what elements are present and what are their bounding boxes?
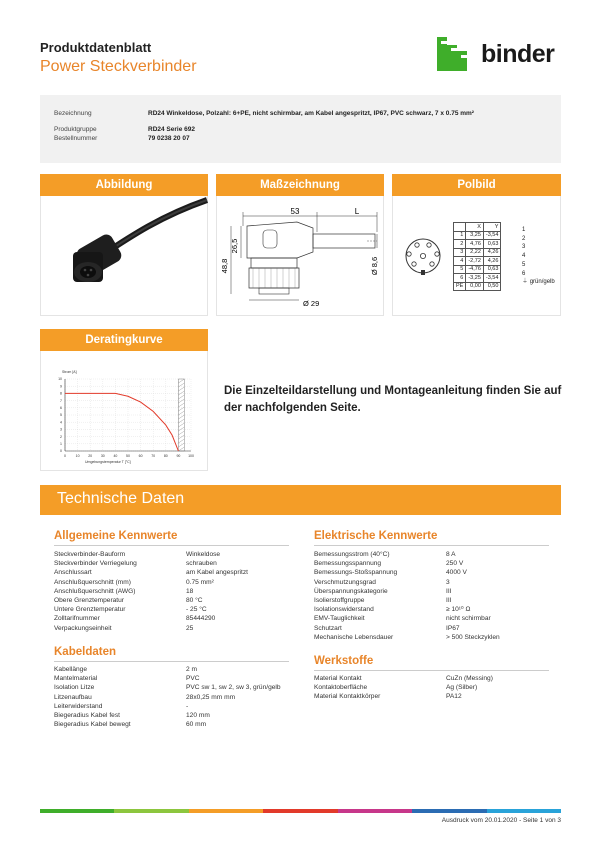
y-tick-label: 0 <box>60 449 62 454</box>
tech-data-title: Technische Daten <box>57 490 185 507</box>
spec-list-werkstoffe <box>314 674 554 702</box>
spec-key: Steckverbinder-Bauform <box>54 551 126 558</box>
spec-key: Anschlussart <box>54 569 92 577</box>
logo-text: binder <box>481 39 555 68</box>
limit-hatch <box>178 391 184 395</box>
limit-hatch <box>178 439 184 443</box>
limit-hatch <box>178 403 184 407</box>
section-masszeichnung: Maßzeichnung <box>216 174 384 196</box>
spec-row <box>54 683 294 692</box>
spec-key: Material Kontaktkörper <box>314 693 381 701</box>
limit-hatch <box>178 379 184 383</box>
limit-hatch <box>178 423 184 427</box>
spec-value: IP67 <box>446 624 460 632</box>
table-cell: 5 <box>454 265 466 274</box>
dim-top-left: 53 <box>290 207 300 216</box>
ground-icon: ⏚ <box>522 279 529 286</box>
table-cell: 2,22 <box>466 248 484 257</box>
spec-row <box>314 674 554 683</box>
divider <box>54 545 289 546</box>
product-info-box <box>40 95 561 163</box>
spec-value: 28x0,25 mm mm <box>186 693 236 701</box>
spec-list-elektrisch <box>314 550 554 642</box>
wire-number: 2 <box>522 235 526 242</box>
table-cell: 1 <box>454 231 466 240</box>
y-tick-label: 6 <box>60 406 62 410</box>
spec-key: Mechanische Lebensdauer <box>314 633 394 641</box>
table-cell: 0,63 <box>483 265 501 274</box>
spec-key: Bemessungsstrom (40°C) <box>314 551 390 558</box>
dim-height: 26,5 <box>230 238 239 254</box>
table-row <box>454 257 501 266</box>
wire-pe-label: grün/gelb <box>529 279 555 286</box>
spec-row <box>314 624 554 633</box>
y-tick-label: 3 <box>60 427 62 432</box>
spec-key: Leiterwiderstand <box>54 702 103 710</box>
spec-row <box>54 578 294 587</box>
group-title-allgemein: Allgemeine Kennwerte <box>54 530 178 542</box>
section-abbildung: Abbildung <box>40 174 208 196</box>
limit-hatch <box>178 447 184 451</box>
spec-value: 18 <box>186 587 194 595</box>
spec-row <box>54 665 294 674</box>
assembly-notice: Die Einzelteildarstellung und Montageanleitung finden Sie auf der nachfolgenden Seite. <box>224 385 562 414</box>
table-cell: 3 <box>454 248 466 257</box>
table-row <box>454 248 501 257</box>
table-cell: -3,54 <box>483 274 501 283</box>
wire-number: 4 <box>522 253 526 260</box>
binder-logo-icon <box>437 37 477 71</box>
table-cell: 0,00 <box>466 282 484 291</box>
spec-value: - <box>186 702 189 710</box>
table-cell: 6 <box>454 274 466 283</box>
info-value: RD24 Winkeldose, Polzahl: 6+PE, nicht schirmbar, am Kabel angespritzt, IP67, PVC schwarz, 7 x 0.75 mm² <box>148 110 474 117</box>
y-tick-label: 2 <box>60 434 62 439</box>
color-bar-segment <box>40 809 114 813</box>
spec-value: PVC <box>186 675 200 683</box>
divider <box>54 661 289 662</box>
wire-number: 3 <box>522 244 526 251</box>
x-tick-label: 90 <box>176 454 181 458</box>
spec-key: Litzenaufbau <box>54 693 92 701</box>
spec-key: Isolationswiderstand <box>314 606 374 614</box>
spec-key: Zolltarifnummer <box>54 615 100 623</box>
wire-pe <box>522 278 555 287</box>
table-cell: 3,25 <box>466 231 484 240</box>
limit-hatch <box>178 443 184 447</box>
product-image-panel <box>40 196 208 316</box>
spec-list-allgemein <box>54 550 294 633</box>
spec-value: 4000 V <box>446 569 467 577</box>
y-tick-label: 5 <box>60 413 62 418</box>
spec-value: Winkeldose <box>186 551 221 558</box>
binder-logo <box>437 37 554 71</box>
spec-value: 80 °C <box>186 597 203 605</box>
spec-list-kabel <box>54 665 294 729</box>
table-row <box>454 240 501 249</box>
color-bar-segment <box>189 809 263 813</box>
spec-value: 120 mm <box>186 712 210 720</box>
y-tick-label: 8 <box>60 391 62 396</box>
spec-value: nicht schirmbar <box>446 615 491 623</box>
spec-row <box>314 683 554 692</box>
y-tick-label: 1 <box>60 442 62 446</box>
color-bar-segment <box>487 809 561 813</box>
section-deratingkurve: Deratingkurve <box>40 329 208 351</box>
table-cell: 0,50 <box>483 282 501 291</box>
y-axis-label: Strom [A] <box>62 370 77 374</box>
spec-value: - 25 °C <box>186 606 207 614</box>
footer-color-bar <box>40 809 561 813</box>
x-tick-label: 80 <box>163 454 168 458</box>
info-label: Bezeichnung <box>54 110 92 117</box>
limit-hatch <box>178 435 184 439</box>
spec-row <box>314 596 554 605</box>
table-row <box>454 274 501 283</box>
limit-hatch <box>178 399 184 403</box>
y-tick-label: 10 <box>58 377 62 382</box>
color-bar-segment <box>114 809 188 813</box>
table-header-row <box>454 223 501 232</box>
limit-hatch <box>178 395 184 399</box>
limit-hatch <box>178 431 184 435</box>
spec-value: 0.75 mm² <box>186 578 214 586</box>
color-bar-segment <box>412 809 486 813</box>
spec-key: Anschlußquerschnitt (AWG) <box>54 587 136 595</box>
table-cell: PE <box>454 282 466 291</box>
info-label: Bestellnummer <box>54 135 98 142</box>
spec-value: PA12 <box>446 693 462 701</box>
spec-key: Untere Grenztemperatur <box>54 606 126 614</box>
y-tick-label: 9 <box>60 384 62 389</box>
wire-number: 1 <box>522 227 526 233</box>
spec-row <box>54 614 294 623</box>
spec-key: Kabellänge <box>54 666 87 673</box>
pin-layout-panel <box>392 196 561 316</box>
limit-hatch <box>178 427 184 431</box>
spec-key: Anschlußquerschnitt (mm) <box>54 578 131 586</box>
spec-key: Kontaktoberfläche <box>314 684 368 692</box>
info-value: RD24 Serie 692 <box>148 126 195 133</box>
spec-value: CuZn (Messing) <box>446 675 493 682</box>
spec-key: Isolation Litze <box>54 684 95 692</box>
spec-value: > 500 Steckzyklen <box>446 633 500 641</box>
pin-layout-drawing <box>397 226 457 296</box>
table-row <box>454 282 501 291</box>
table-cell: 4 <box>454 257 466 266</box>
dim-diameter-nut: Ø 29 <box>303 299 320 308</box>
spec-row <box>314 633 554 642</box>
spec-value: Ag (Silber) <box>446 684 478 692</box>
table-cell: 4,76 <box>466 240 484 249</box>
spec-key: Isolierstoffgruppe <box>314 597 365 605</box>
limit-hatch <box>178 411 184 415</box>
spec-value: 85444290 <box>186 615 216 623</box>
derating-chart-panel <box>40 351 208 471</box>
spec-row <box>54 711 294 720</box>
spec-key: EMV-Tauglichkeit <box>314 615 365 623</box>
table-header-cell <box>454 223 466 232</box>
spec-key: Überspannungskategorie <box>314 587 388 595</box>
limit-hatch <box>178 387 184 391</box>
spec-row <box>314 568 554 577</box>
table-cell: 0,63 <box>483 240 501 249</box>
dim-top-right: L <box>354 207 360 216</box>
x-tick-label: 60 <box>138 454 143 458</box>
x-tick-label: 10 <box>75 454 80 458</box>
limit-hatch <box>178 407 184 411</box>
table-cell: -4,76 <box>466 265 484 274</box>
spec-row <box>54 568 294 577</box>
table-cell: 4,26 <box>483 248 501 257</box>
table-cell: -3,25 <box>466 274 484 283</box>
table-cell: -2,72 <box>466 257 484 266</box>
table-cell: 4,26 <box>483 257 501 266</box>
limit-hatch <box>178 419 184 423</box>
x-tick-label: 70 <box>151 454 156 458</box>
spec-value: ≥ 10¹⁰ Ω <box>446 606 471 614</box>
spec-row <box>314 605 554 614</box>
spec-key: Verschmutzungsgrad <box>314 578 376 586</box>
divider <box>314 545 549 546</box>
spec-row <box>54 674 294 683</box>
table-cell: -3,54 <box>483 231 501 240</box>
wire-number: 6 <box>522 270 526 277</box>
document-title: Power Steckverbinder <box>40 58 197 75</box>
spec-row <box>54 624 294 633</box>
spec-row <box>314 587 554 596</box>
limit-hatch <box>178 415 184 419</box>
spec-row <box>54 693 294 702</box>
spec-key: Bemessungsspannung <box>314 560 382 568</box>
pin-coordinate-table <box>453 222 501 291</box>
spec-row <box>54 596 294 605</box>
spec-value: schrauben <box>186 560 217 568</box>
document-type: Produktdatenblatt <box>40 40 152 55</box>
spec-key: Steckverbinder Verriegelung <box>54 560 137 568</box>
spec-value: 8 A <box>446 551 456 558</box>
spec-row <box>54 702 294 711</box>
group-title-werkstoffe: Werkstoffe <box>314 655 374 667</box>
spec-value: 3 <box>446 578 450 586</box>
limit-hatch <box>178 383 184 387</box>
spec-key: Verpackungseinheit <box>54 624 112 632</box>
y-tick-label: 7 <box>60 398 62 403</box>
spec-key: Material Kontakt <box>314 675 362 682</box>
x-axis-label: Umgebungstemperatur T [°C] <box>85 460 131 464</box>
spec-row <box>54 720 294 729</box>
dimension-drawing <box>217 196 385 316</box>
info-label: Produktgruppe <box>54 126 97 133</box>
spec-row <box>54 605 294 614</box>
x-tick-label: 100 <box>188 454 194 458</box>
table-row <box>454 265 501 274</box>
x-tick-label: 40 <box>113 454 118 458</box>
spec-value: 250 V <box>446 560 464 568</box>
spec-key: Mantelmaterial <box>54 675 98 683</box>
spec-value: 25 <box>186 624 194 632</box>
spec-row <box>314 578 554 587</box>
spec-row <box>314 559 554 568</box>
info-value: 79 0238 20 07 <box>148 135 190 142</box>
wire-number-list <box>522 226 555 287</box>
x-tick-label: 20 <box>88 454 93 458</box>
spec-value: 2 m <box>186 666 197 673</box>
spec-value: 60 mm <box>186 721 207 729</box>
spec-value: III <box>446 597 452 605</box>
spec-row <box>314 550 554 559</box>
spec-row <box>314 692 554 701</box>
spec-row <box>54 550 294 559</box>
group-title-elektrisch: Elektrische Kennwerte <box>314 530 438 542</box>
table-row <box>454 231 501 240</box>
wire-number: 5 <box>522 261 526 268</box>
spec-key: Obere Grenztemperatur <box>54 597 124 605</box>
spec-row <box>314 614 554 623</box>
spec-key: Bemessungs-Stoßspannung <box>314 569 398 577</box>
tech-data-banner <box>40 485 561 515</box>
table-header-cell: Y <box>483 223 501 232</box>
table-cell: 2 <box>454 240 466 249</box>
divider <box>314 670 549 671</box>
spec-value: III <box>446 587 452 595</box>
dim-diameter-cable: Ø 8,6 <box>370 256 379 276</box>
y-tick-label: 4 <box>60 420 62 425</box>
group-title-kabel: Kabeldaten <box>54 646 116 658</box>
x-tick-label: 30 <box>100 454 105 458</box>
spec-key: Biegeradius Kabel fest <box>54 712 120 720</box>
spec-value: PVC sw 1, sw 2, sw 3, grün/gelb <box>186 684 281 692</box>
table-header-cell: X <box>466 223 484 232</box>
product-photo <box>41 196 209 316</box>
spec-key: Biegeradius Kabel bewegt <box>54 721 131 729</box>
footer-print-info: Ausdruck vom 20.01.2020 - Seite 1 von 3 <box>441 817 561 824</box>
x-tick-label: 0 <box>64 454 66 458</box>
dim-total: 48,8 <box>220 258 229 274</box>
x-tick-label: 50 <box>126 454 130 458</box>
spec-key: Schutzart <box>314 624 342 632</box>
spec-row <box>54 559 294 568</box>
spec-row <box>54 587 294 596</box>
dimension-drawing-panel <box>216 196 384 316</box>
derating-chart <box>41 351 209 471</box>
section-polbild: Polbild <box>392 174 561 196</box>
spec-value: am Kabel angespritzt <box>186 569 248 577</box>
color-bar-segment <box>263 809 337 813</box>
color-bar-segment <box>338 809 412 813</box>
